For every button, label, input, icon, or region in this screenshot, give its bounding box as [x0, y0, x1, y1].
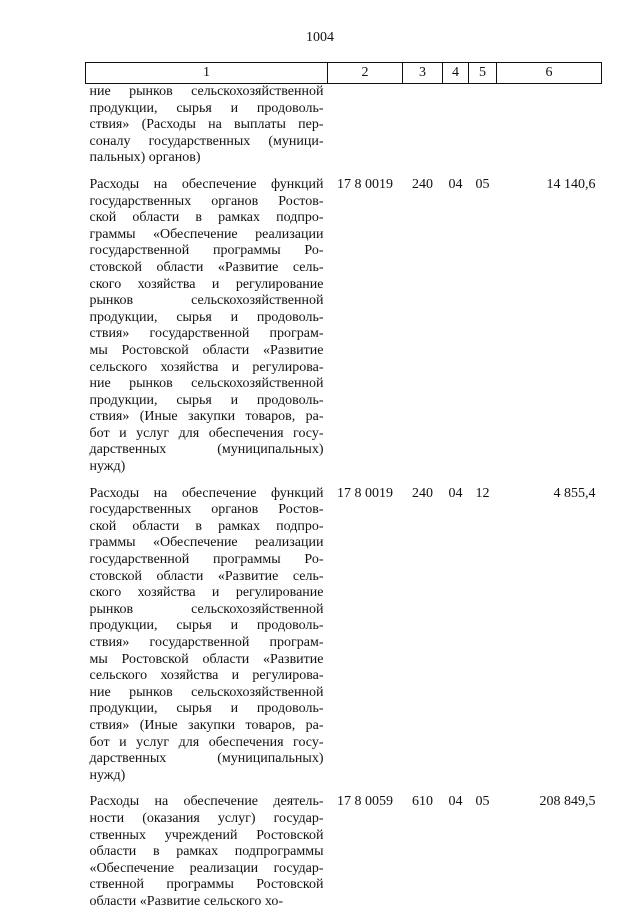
- description-line: ние рынков сельскохозяйственной: [89, 84, 324, 99]
- description-line: ствия» государственной програм-: [89, 635, 324, 650]
- description-line: сельского хозяйства и регулирова-: [89, 359, 324, 375]
- description-line: ского хозяйства и регулирование: [89, 276, 324, 292]
- row-target-code: 17 8 0019: [337, 176, 393, 192]
- description-line: бот и услуг для обеспечения госу-: [89, 734, 324, 750]
- page-number: 1004: [306, 30, 334, 45]
- row-subsection: 05: [475, 794, 490, 810]
- description-line: граммы «Обеспечение реализации: [89, 226, 324, 242]
- row-description: [86, 177, 328, 486]
- header-col-6: 6: [497, 63, 602, 84]
- description-line: сельского хозяйства и регулирова-: [89, 668, 324, 684]
- row-description: [86, 794, 328, 920]
- table-row: [86, 177, 602, 486]
- description-line: нужд): [89, 767, 126, 783]
- description-line: ствия» (Расходы на выплаты пер-: [89, 117, 324, 133]
- header-col-4: 4: [443, 63, 469, 84]
- row-expense-type: 240: [412, 176, 433, 192]
- description-line: дарственных (муниципальных): [89, 751, 324, 767]
- description-line: ствия» государственной програм-: [89, 326, 324, 342]
- row-section: 04: [448, 794, 463, 810]
- description-line: Расходы на обеспечение деятель-: [89, 794, 324, 810]
- description-line: ской области в рамках подпро-: [89, 210, 324, 226]
- budget-table: [85, 62, 602, 921]
- description-line: государственных органов Ростов-: [89, 193, 324, 209]
- row-subsection: 12: [475, 485, 490, 501]
- header-col-3: 3: [403, 63, 443, 84]
- row-amount: [497, 84, 602, 177]
- table-row: [86, 84, 602, 177]
- description-line: мы Ростовской области «Развитие: [89, 342, 324, 358]
- description-line: ние рынков сельскохозяйственной: [89, 376, 324, 392]
- row-section: [443, 84, 469, 177]
- description-line: ствия» (Иные закупки товаров, ра-: [89, 717, 324, 733]
- description-line: государственных органов Ростов-: [89, 502, 324, 518]
- description-line: рынков сельскохозяйственной: [89, 293, 324, 309]
- row-target-code: 17 8 0019: [337, 485, 393, 501]
- description-line: стовской области «Развитие сель-: [89, 259, 324, 275]
- description-line: ской области в рамках подпро-: [89, 518, 324, 534]
- description-line: бот и услуг для обеспечения госу-: [89, 425, 324, 441]
- description-line: государственной программы Ро-: [89, 552, 324, 568]
- row-section: 04: [448, 176, 463, 192]
- description-line: «Обеспечение реализации государ-: [89, 860, 324, 876]
- row-amount: 4 855,4: [553, 485, 596, 501]
- description-line: продукции, сырья и продоволь-: [89, 618, 324, 634]
- description-line: ствия» (Иные закупки товаров, ра-: [89, 409, 324, 425]
- description-line: соналу государственных (муници-: [89, 133, 324, 149]
- table-row: [86, 486, 602, 795]
- description-line: области «Развитие сельского хо-: [89, 893, 284, 909]
- description-line: мы Ростовской области «Развитие: [89, 651, 324, 667]
- description-line: ственных учреждений Ростовской: [89, 827, 324, 843]
- description-line: ского хозяйства и регулирование: [89, 585, 324, 601]
- description-line: нужд): [89, 459, 126, 475]
- description-line: продукции, сырья и продоволь-: [89, 392, 324, 408]
- row-description: [86, 486, 328, 795]
- description-line: государственной программы Ро-: [89, 243, 324, 259]
- row-expense-type: 610: [412, 794, 433, 810]
- header-col-1: 1: [86, 63, 328, 84]
- description-line: ности (оказания услуг) государ-: [89, 810, 324, 826]
- table-body: [86, 84, 602, 921]
- row-expense-type: 240: [412, 485, 433, 501]
- row-target-code: 17 8 0059: [337, 794, 393, 810]
- description-line: продукции, сырья и продоволь-: [89, 309, 324, 325]
- row-amount: 208 849,5: [539, 794, 596, 810]
- description-line: области в рамках подпрограммы: [89, 844, 324, 860]
- header-col-5: 5: [469, 63, 497, 84]
- row-expense-type: [403, 84, 443, 177]
- row-subsection: 05: [475, 176, 490, 192]
- description-line: рынков сельскохозяйственной: [89, 601, 324, 617]
- description-line: ние рынков сельскохозяйственной: [89, 684, 324, 700]
- row-target-code: [328, 84, 403, 177]
- header-row: [86, 63, 602, 84]
- description-line: дарственных (муниципальных): [89, 442, 324, 458]
- row-section: 04: [448, 485, 463, 501]
- description-line: стовской области «Развитие сель-: [89, 568, 324, 584]
- header-col-2: 2: [328, 63, 403, 84]
- table-row: [86, 794, 602, 920]
- description-line: граммы «Обеспечение реализации: [89, 535, 324, 551]
- description-line: ственной программы Ростовской: [89, 877, 324, 893]
- description-line: продукции, сырья и продоволь-: [89, 701, 324, 717]
- description-line: продукции, сырья и продоволь-: [89, 100, 324, 116]
- row-subsection: [469, 84, 497, 177]
- description-line: Расходы на обеспечение функций: [89, 485, 324, 501]
- description-line: пальных) органов): [89, 150, 201, 166]
- row-description: [86, 84, 328, 177]
- row-amount: 14 140,6: [546, 176, 596, 192]
- description-line: Расходы на обеспечение функций: [89, 176, 324, 192]
